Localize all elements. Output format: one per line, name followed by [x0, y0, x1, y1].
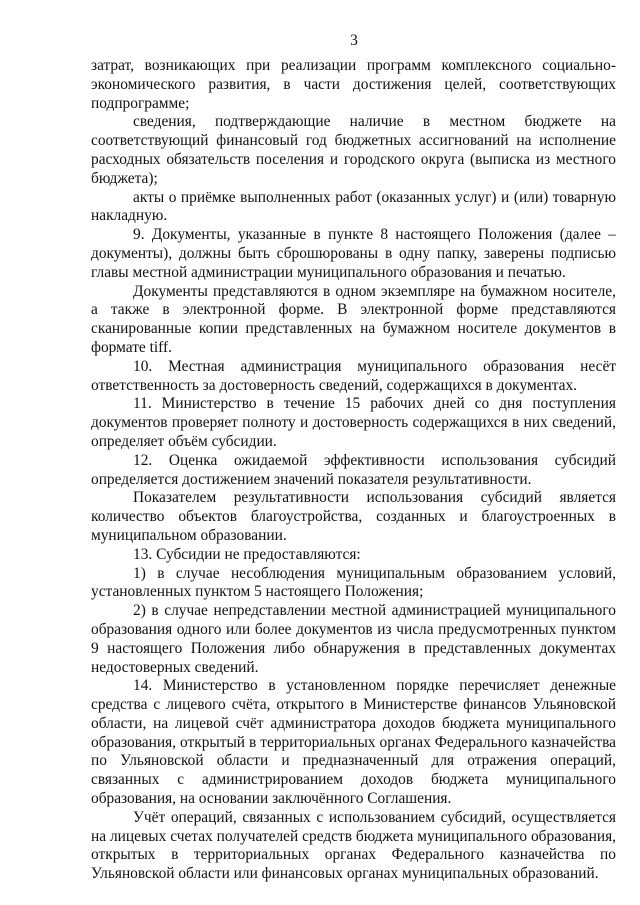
paragraph-item-9: 9. Документы, указанные в пункте 8 настоящего Положения (далее – документы), должны быть сброшюрованы в одну папку, заверены подписью главы местной администрации муниципального образования и печатью.: [91, 226, 616, 281]
paragraph-item-11: 11. Министерство в течение 15 рабочих дней со дня поступления документов проверяет полноту и достоверность содержащихся в них сведений, определяет объём субсидии.: [91, 395, 616, 450]
paragraph-budget-statement: сведения, подтверждающие наличие в местном бюджете на соответствующий финансовый год бюджетных ассигнований на исполнение расходных обязательств поселения и городского округа (выписка из местного бюджета);: [91, 113, 616, 187]
paragraph-item-13: 13. Субсидии не предоставляются:: [133, 545, 361, 563]
paragraph-item-13-1: 1) в случае несоблюдения муниципальным образованием условий, установленных пунктом 5 настоящего Положения;: [91, 564, 616, 601]
paragraph-continuation: затрат, возникающих при реализации программ комплексного социально-экономического развития, в части достижения целей, соответствующих подпрограмме;: [91, 57, 616, 112]
paragraph-performance-indicator: Показателем результативности использования субсидий является количество объектов благоустройства, созданных и благоустроенных в муниципальном образовании.: [91, 489, 616, 544]
paragraph-document-format: Документы представляются в одном экземпляре на бумажном носителе, а также в электронной форме. В электронной форме представляются сканированные копии представленных на бумажном носителе документов в формате tiff.: [91, 282, 616, 356]
page-number: 3: [350, 32, 358, 49]
document-body: [91, 57, 616, 884]
paragraph-item-12: 12. Оценка ожидаемой эффективности использования субсидий определяется достижением значений показателя результативности.: [91, 451, 616, 488]
paragraph-item-14: 14. Министерство в установленном порядке перечисляет денежные средства с лицевого счёта, открытого в Министерстве финансов Ульяновской области, на лицевой счёт администратора доходов бюджета муниципального образования, открытый в территориальных органах Федерального казначейства по Ульяновской области и предназначенный для отражения операций, связанных с администрированием доходов бюджета муниципального образования, на основании заключённого Соглашения.: [91, 677, 616, 808]
paragraph-acceptance-acts: акты о приёмке выполненных работ (оказанных услуг) и (или) товарную накладную.: [91, 188, 616, 225]
paragraph-accounting: Учёт операций, связанных с использованием субсидий, осуществляется на лицевых счетах получателей средств бюджета муниципального образования, открытых в территориальных органах Федерального казначейства по Ульяновской области или финансовых органах муниципальных образований.: [91, 808, 616, 883]
paragraph-item-13-2: 2) в случае непредставлении местной администрацией муниципального образования одного или более документов из числа предусмотренных пунктом 9 настоящего Положения либо обнаружения в представленных документах недостоверных сведений.: [91, 602, 616, 676]
paragraph-item-10: 10. Местная администрация муниципального образования несёт ответственность за достоверность сведений, содержащихся в документах.: [91, 357, 616, 394]
